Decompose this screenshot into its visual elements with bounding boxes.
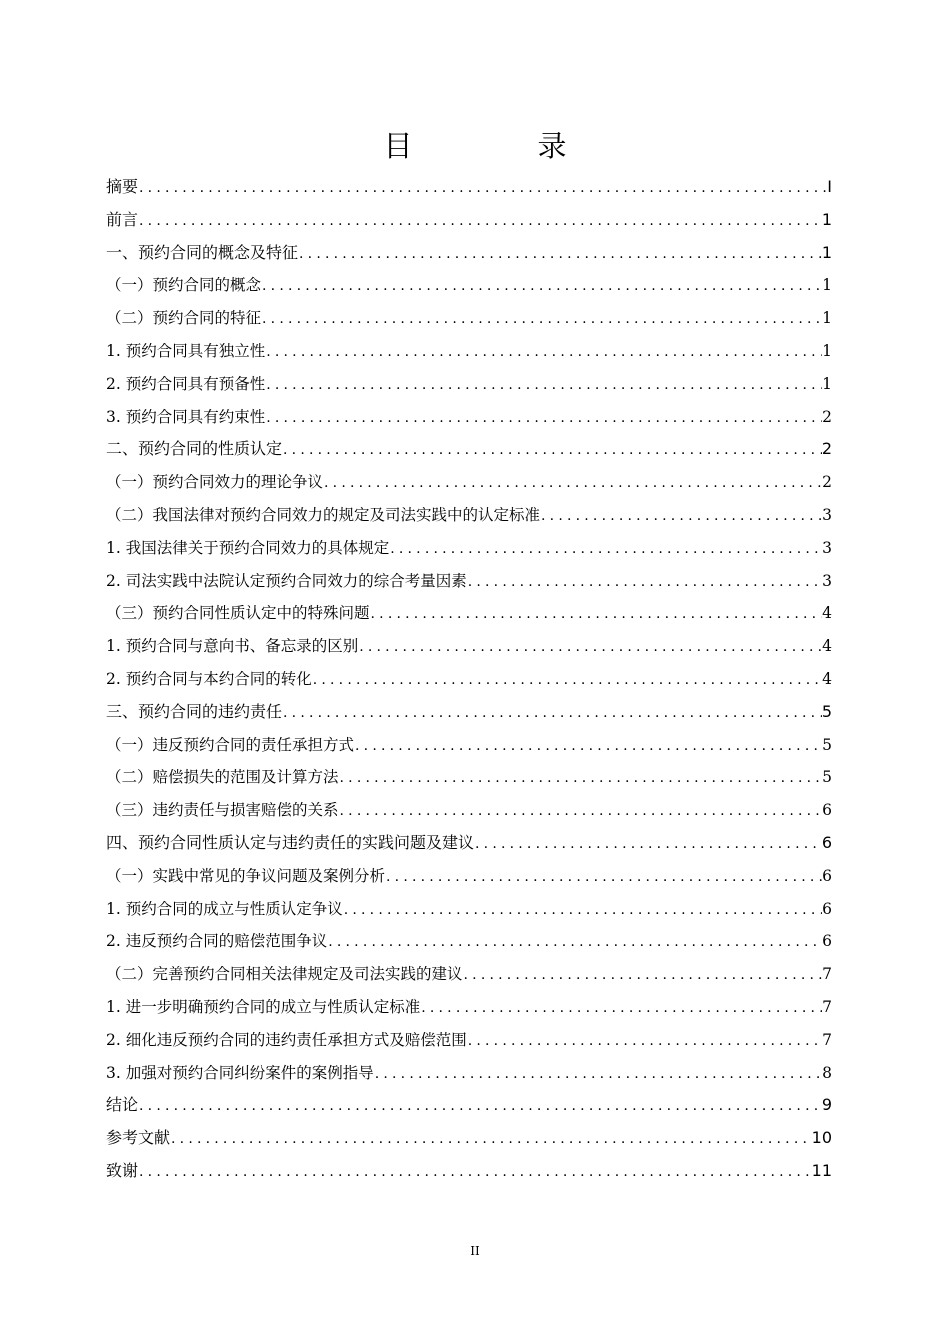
toc-entry-page-number: 1 — [821, 242, 832, 262]
toc-entry[interactable] — [106, 433, 832, 466]
toc-entry[interactable] — [106, 466, 832, 499]
toc-entry-page-number: 11 — [811, 1160, 832, 1180]
toc-entry-page-number: 6 — [822, 932, 832, 951]
toc-entry[interactable] — [106, 893, 832, 926]
toc-entry-page-number: 6 — [822, 899, 832, 918]
toc-entry[interactable] — [106, 1057, 832, 1090]
toc-entry-page-number: 2 — [822, 473, 832, 492]
toc-dot-leader — [343, 894, 822, 926]
toc-entry[interactable] — [106, 302, 832, 335]
toc-dot-leader — [261, 303, 822, 335]
toc-dot-leader — [265, 336, 822, 368]
toc-entry[interactable] — [106, 925, 832, 958]
toc-entry-page-number: 1 — [821, 209, 832, 229]
toc-entry-page-number: 7 — [822, 997, 832, 1016]
toc-entry[interactable] — [106, 663, 832, 696]
toc-entry[interactable] — [106, 597, 832, 630]
toc-entry-title: （一）违反预约合同的责任承担方式 — [106, 735, 355, 754]
toc-entry-title: 前言 — [106, 209, 139, 229]
toc-entry-title: 2. 违反预约合同的赔偿范围争议 — [106, 932, 328, 951]
toc-entry[interactable] — [106, 532, 832, 565]
toc-entry-title: （三）违约责任与损害赔偿的关系 — [106, 801, 339, 820]
toc-entry[interactable] — [106, 860, 832, 893]
toc-entry[interactable] — [106, 991, 832, 1024]
toc-entry-title: （一）预约合同的概念 — [106, 276, 262, 295]
toc-entry-page-number: 5 — [822, 735, 832, 754]
toc-entry-page-number: 1 — [822, 374, 832, 393]
toc-dot-leader — [282, 434, 822, 466]
toc-entry-title: 1. 预约合同具有独立性 — [106, 341, 266, 360]
toc-entry-title: 2. 细化违反预约合同的违约责任承担方式及赔偿范围 — [106, 1030, 467, 1049]
toc-dot-leader — [138, 205, 822, 237]
toc-entry-page-number: 10 — [811, 1128, 832, 1148]
toc-entry-title: 四、预约合同性质认定与违约责任的实践问题及建议 — [106, 832, 475, 852]
toc-dot-leader — [358, 631, 822, 663]
toc-entry-title: （二）我国法律对预约合同效力的规定及司法实践中的认定标准 — [106, 505, 541, 524]
toc-dot-leader — [170, 1123, 812, 1155]
toc-entry-page-number: 6 — [821, 832, 832, 852]
toc-entry-page-number: 1 — [822, 309, 832, 328]
toc-entry[interactable] — [106, 171, 832, 204]
table-of-contents — [106, 171, 832, 1188]
toc-entry[interactable] — [106, 204, 832, 237]
toc-dot-leader — [420, 992, 822, 1024]
toc-entry[interactable] — [106, 565, 832, 598]
toc-entry-page-number: 5 — [822, 768, 832, 787]
toc-entry-title: 结论 — [106, 1095, 139, 1115]
toc-entry-page-number: 1 — [822, 276, 832, 295]
toc-entry[interactable] — [106, 729, 832, 762]
toc-dot-leader — [339, 795, 823, 827]
toc-entry-page-number: 2 — [821, 439, 832, 459]
toc-entry-title: 摘要 — [106, 177, 139, 196]
toc-entry-page-number: 9 — [821, 1095, 832, 1115]
toc-entry-page-number: 3 — [822, 538, 832, 557]
toc-entry[interactable] — [106, 696, 832, 729]
toc-entry-title: 参考文献 — [106, 1128, 171, 1148]
toc-entry-page-number: 7 — [822, 965, 832, 984]
toc-entry-title: 3. 加强对预约合同纠纷案件的案例指导 — [106, 1063, 374, 1082]
toc-entry-title: 1. 我国法律关于预约合同效力的具体规定 — [106, 538, 390, 557]
toc-entry-title: 二、预约合同的性质认定 — [106, 439, 283, 459]
toc-entry[interactable] — [106, 269, 832, 302]
toc-entry[interactable] — [106, 401, 832, 434]
toc-dot-leader — [138, 1090, 822, 1122]
toc-dot-leader — [265, 369, 822, 401]
toc-dot-leader — [467, 1025, 822, 1057]
toc-dot-leader — [370, 598, 823, 630]
toc-entry-title: （二）预约合同的特征 — [106, 309, 262, 328]
toc-entry[interactable] — [106, 630, 832, 663]
toc-dot-leader — [323, 467, 822, 499]
toc-dot-leader — [282, 697, 822, 729]
toc-dot-leader — [467, 566, 822, 598]
toc-entry[interactable] — [106, 794, 832, 827]
toc-entry-page-number: 6 — [822, 801, 832, 820]
toc-entry[interactable] — [106, 827, 832, 860]
toc-dot-leader — [138, 1156, 812, 1188]
toc-entry[interactable] — [106, 1155, 832, 1188]
page-title: 目 录 — [383, 129, 615, 163]
toc-entry-page-number: I — [827, 177, 832, 196]
toc-dot-leader — [298, 238, 822, 270]
toc-entry[interactable] — [106, 1122, 832, 1155]
toc-dot-leader — [327, 926, 822, 958]
page-number: II — [470, 1244, 480, 1258]
toc-dot-leader — [312, 664, 822, 696]
toc-entry-title: 1. 预约合同的成立与性质认定争议 — [106, 899, 343, 918]
toc-entry-title: （一）预约合同效力的理论争议 — [106, 473, 324, 492]
toc-entry-title: （二）赔偿损失的范围及计算方法 — [106, 768, 339, 787]
toc-dot-leader — [385, 861, 822, 893]
toc-entry[interactable] — [106, 958, 832, 991]
toc-entry-page-number: 2 — [822, 407, 832, 426]
toc-entry[interactable] — [106, 237, 832, 270]
toc-entry-page-number: 1 — [822, 341, 832, 360]
toc-dot-leader — [540, 500, 822, 532]
toc-entry-title: 2. 预约合同具有预备性 — [106, 374, 266, 393]
toc-entry-page-number: 4 — [822, 637, 832, 656]
toc-entry-title: （一）实践中常见的争议问题及案例分析 — [106, 866, 386, 885]
toc-dot-leader — [354, 730, 822, 762]
toc-entry-title: 三、预约合同的违约责任 — [106, 701, 283, 721]
toc-entry-title: 1. 预约合同与意向书、备忘录的区别 — [106, 637, 359, 656]
toc-entry-page-number: 3 — [822, 571, 832, 590]
toc-entry[interactable] — [106, 335, 832, 368]
toc-entry-page-number: 5 — [821, 701, 832, 721]
toc-dot-leader — [389, 533, 822, 565]
toc-entry[interactable] — [106, 368, 832, 401]
toc-entry-title: 2. 预约合同与本约合同的转化 — [106, 669, 312, 688]
toc-entry[interactable] — [106, 1024, 832, 1057]
toc-dot-leader — [339, 762, 823, 794]
toc-entry[interactable] — [106, 499, 832, 532]
toc-entry-page-number: 6 — [822, 866, 832, 885]
toc-dot-leader — [463, 959, 823, 991]
toc-entry-page-number: 7 — [822, 1030, 832, 1049]
toc-entry-title: （二）完善预约合同相关法律规定及司法实践的建议 — [106, 965, 463, 984]
toc-dot-leader — [138, 172, 827, 204]
toc-entry-page-number: 3 — [822, 505, 832, 524]
toc-entry-title: 3. 预约合同具有约束性 — [106, 407, 266, 426]
toc-dot-leader — [474, 828, 822, 860]
toc-entry-page-number: 8 — [822, 1063, 832, 1082]
toc-entry-title: 致谢 — [106, 1160, 139, 1180]
toc-entry-page-number: 4 — [822, 604, 832, 623]
toc-entry-title: 一、预约合同的概念及特征 — [106, 242, 299, 262]
toc-entry[interactable] — [106, 761, 832, 794]
toc-dot-leader — [374, 1058, 822, 1090]
toc-entry-title: 2. 司法实践中法院认定预约合同效力的综合考量因素 — [106, 571, 467, 590]
toc-entry[interactable] — [106, 1089, 832, 1122]
toc-entry-page-number: 4 — [822, 669, 832, 688]
toc-entry-title: （三）预约合同性质认定中的特殊问题 — [106, 604, 370, 623]
toc-dot-leader — [265, 402, 822, 434]
toc-entry-title: 1. 进一步明确预约合同的成立与性质认定标准 — [106, 997, 421, 1016]
toc-dot-leader — [261, 270, 822, 302]
